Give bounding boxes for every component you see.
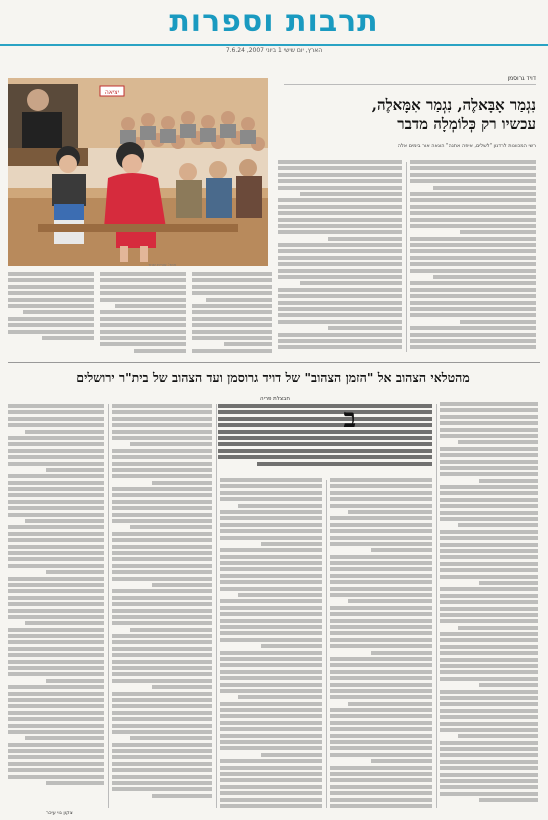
article2-column-3: [220, 478, 322, 812]
column-rule: [108, 404, 109, 808]
article1-column-5: [8, 272, 94, 356]
article1-column-4: [100, 272, 186, 356]
article2-dropcap: ב: [343, 404, 356, 434]
issue-date: הארץ, יום שישי 1 ביוני 2007, 7.6.24: [225, 47, 323, 54]
illustration-credit: איור: אורית שחר: [148, 262, 177, 267]
courtroom-illustration: [8, 78, 268, 266]
article-separator: [8, 362, 540, 363]
article2-lead: [218, 404, 432, 474]
column-rule: [406, 162, 407, 352]
column-rule: [216, 404, 217, 808]
headline-line-1: נִגְמַר אָבָּאלֶה, נִגְמַר אִמָּאלֶה,: [371, 96, 536, 114]
article2-headline: מהטלאי הצהוב אל "הזמן הצהוב" של דויד גרוסמן ועד הצהוב של בית"ר ירושלים: [76, 370, 470, 385]
article1-column-3: [192, 272, 272, 356]
column-rule: [326, 480, 327, 808]
author-kicker: דויד גרוסמן: [284, 75, 536, 85]
article2-column-5: [8, 404, 104, 806]
masthead: [0, 0, 548, 46]
article-headline: [278, 96, 536, 134]
article2-column-4: [112, 404, 212, 812]
column-rule: [436, 404, 437, 808]
exit-sign-text: יציאה: [104, 89, 120, 96]
article-subhead: רשי המכוונות לרדנון "לשלים, איפה אתנה" הוגאה אור בימים אלה: [397, 143, 536, 149]
headline-line-2: עכשיו רק כְּלוֹמְלָה מדבר: [397, 115, 536, 133]
section-title: תרבות וספרות: [169, 4, 379, 39]
article1-column-1: [410, 160, 536, 356]
article2-column-2: [330, 478, 432, 812]
article2-signature: צקון גוי עיכר: [46, 810, 73, 816]
article2-column-1: [440, 402, 538, 812]
article2-byline: חבצלת פריה: [260, 396, 290, 402]
article1-column-2: [278, 160, 402, 356]
